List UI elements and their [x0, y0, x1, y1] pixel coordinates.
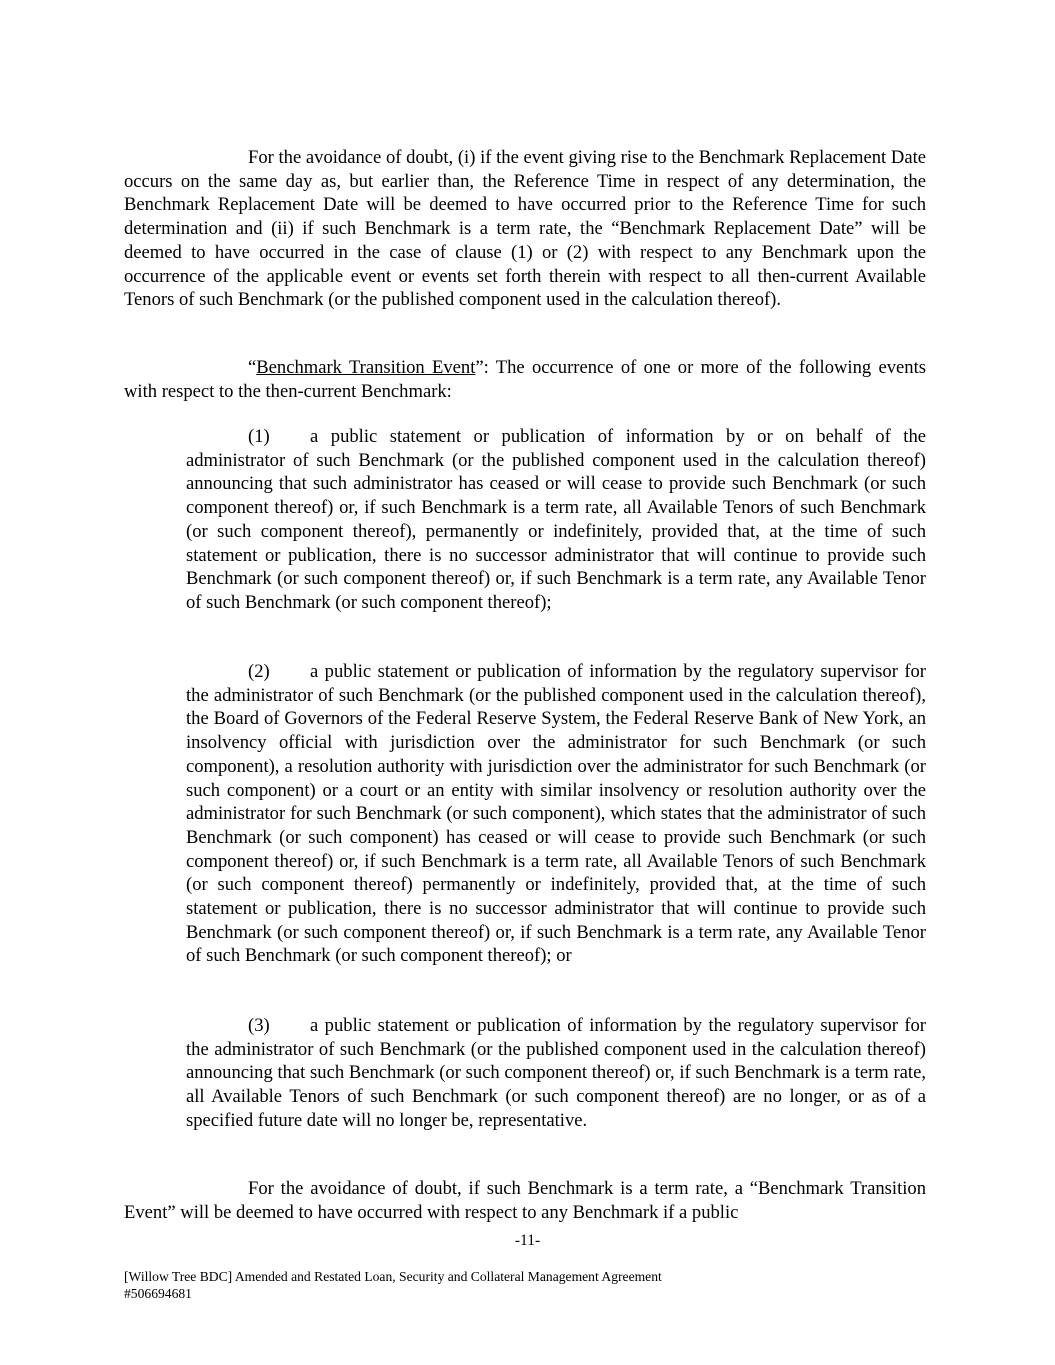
clause-text: a public statement or publication of information by the regulatory supervisor for the administrator of such Benchmark (or the published component used in the calculation thereof), the Board of Governors of the Federal Reserve System, the Federal Reserve Bank of New York, an insolvency official with jurisdiction over the administrator for such Benchmark (or such component), a resolution authority with jurisdiction over the administrator for such Benchmark (or such component) or a court or an entity with similar insolvency or resolution authority over the administrator for such Benchmark (or such component), which states that the administrator of such Benchmark (or such component) has ceased or will cease to provide such Benchmark (or such component thereof) or, if such Benchmark is a term rate, all Available Tenors of such Benchmark (or such component thereof) permanently or indefinitely, provided that, at the time of such statement or publication, there is no successor administrator that will continue to provide such Benchmark (or such component thereof) or, if such Benchmark is a term rate, any Available Tenor of such Benchmark (or such component thereof); or	[186, 661, 926, 967]
footer-document-title: [Willow Tree BDC] Amended and Restated Loan, Security and Collateral Management Agreement	[124, 1269, 662, 1284]
defined-term-benchmark-transition-event: Benchmark Transition Event	[256, 357, 476, 378]
clause-text: a public statement or publication of information by or on behalf of the administrator of such Benchmark (or the published component used in the calculation thereof) announcing that such administrator has ceased or will cease to provide such Benchmark (or such component thereof) or, if such Benchmark is a term rate, all Available Tenors of such Benchmark (or such component thereof), permanently or indefinitely, provided that, at the time of such statement or publication, there is no successor administrator that will continue to provide such Benchmark (or such component thereof) or, if such Benchmark is a term rate, any Available Tenor of such Benchmark (or such component thereof);	[186, 426, 926, 613]
clause-text: a public statement or publication of information by the regulatory supervisor for the administrator of such Benchmark (or the published component used in the calculation thereof) announcing that such Benchmark (or such component thereof) or, if such Benchmark is a term rate, all Available Tenors of such Benchmark (or such component thereof) are no longer, or as of a specified future date will no longer be, representative.	[186, 1015, 926, 1131]
benchmark-transition-event-definition	[124, 356, 926, 403]
avoidance-of-doubt-paragraph-1: For the avoidance of doubt, (i) if the event giving rise to the Benchmark Replacement Date occurs on the same day as, but earlier than, the Reference Time in respect of any determination, the Benchmark Replacement Date will be deemed to have occurred prior to the Reference Time for such determination and (ii) if such Benchmark is a term rate, the “Benchmark Replacement Date” will be deemed to have occurred in the case of clause (1) or (2) with respect to any Benchmark upon the occurrence of the applicable event or events set forth therein with respect to all then-current Available Tenors of such Benchmark (or the published component used in the calculation thereof).	[124, 147, 926, 311]
footer-document-id: #506694681	[124, 1286, 192, 1301]
clause-3	[186, 1014, 926, 1133]
page-number: -11-	[514, 1232, 541, 1249]
clause-number: (2)	[248, 661, 270, 682]
clause-number: (1)	[248, 426, 270, 447]
definition-text: ”: The occurrence of one or more of the following events with respect to the then-current Benchmark:	[124, 357, 926, 402]
open-quote: “	[248, 357, 257, 378]
clause-2	[186, 660, 926, 968]
clause-1	[186, 425, 926, 615]
clause-number: (3)	[248, 1015, 270, 1036]
avoidance-of-doubt-paragraph-2: For the avoidance of doubt, if such Benchmark is a term rate, a “Benchmark Transition Event” will be deemed to have occurred with respect to any Benchmark if a public	[124, 1178, 926, 1223]
